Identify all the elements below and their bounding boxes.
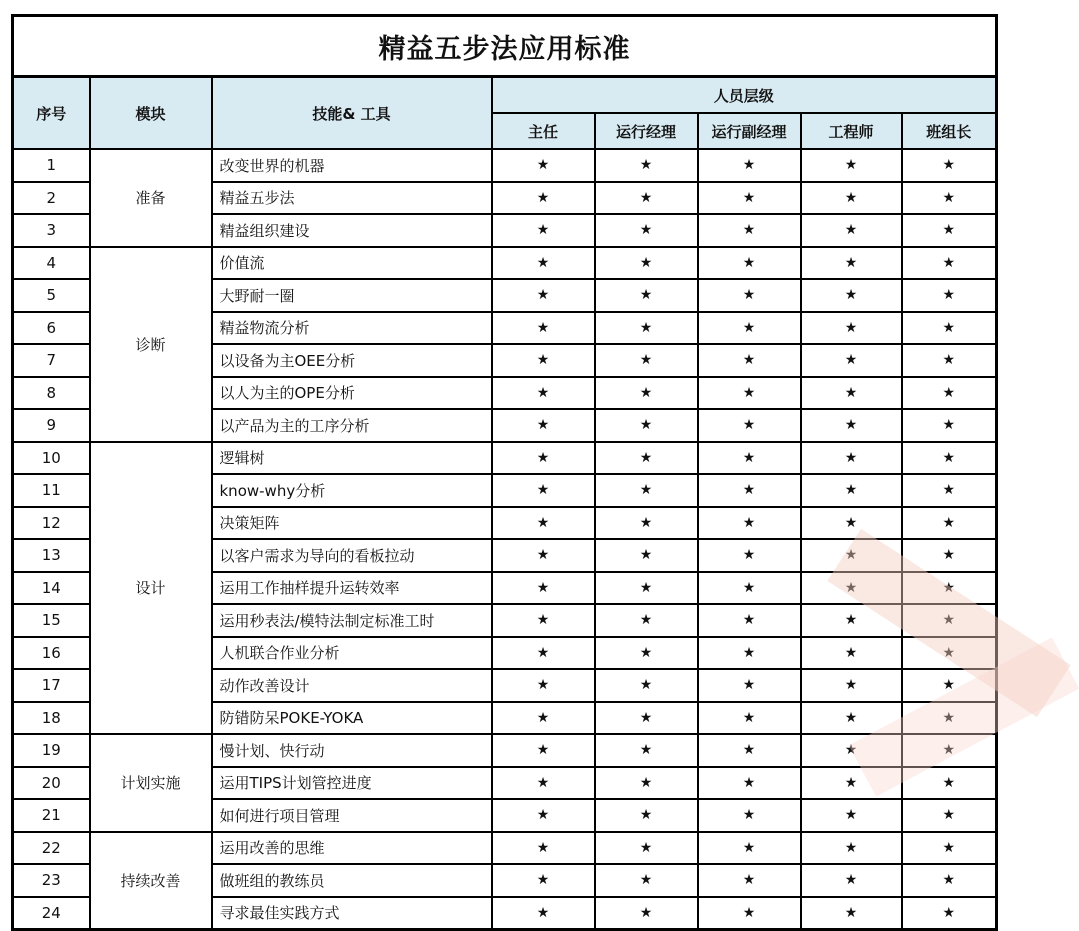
row-index-cell: 12 — [13, 507, 90, 540]
skill-cell: 寻求最佳实践方式 — [212, 897, 492, 930]
lean-standard-table — [11, 14, 998, 931]
star-cell: ★ — [902, 247, 997, 280]
star-cell: ★ — [902, 377, 997, 410]
star-cell: ★ — [492, 474, 595, 507]
star-cell: ★ — [801, 182, 902, 215]
star-cell: ★ — [801, 344, 902, 377]
star-cell: ★ — [595, 604, 698, 637]
row-index-cell: 17 — [13, 669, 90, 702]
star-cell: ★ — [492, 734, 595, 767]
star-cell: ★ — [595, 734, 698, 767]
star-cell: ★ — [698, 572, 801, 605]
row-index-cell: 11 — [13, 474, 90, 507]
table-row — [13, 149, 997, 182]
star-cell: ★ — [801, 864, 902, 897]
star-cell: ★ — [595, 344, 698, 377]
skill-cell: 逻辑树 — [212, 442, 492, 475]
skill-cell: 大野耐一圈 — [212, 279, 492, 312]
star-cell: ★ — [698, 474, 801, 507]
star-cell: ★ — [492, 247, 595, 280]
star-cell: ★ — [902, 669, 997, 702]
table-row — [13, 832, 997, 865]
star-cell: ★ — [902, 149, 997, 182]
star-cell: ★ — [595, 149, 698, 182]
row-index-cell: 21 — [13, 799, 90, 832]
star-cell: ★ — [902, 409, 997, 442]
star-cell: ★ — [595, 214, 698, 247]
star-cell: ★ — [902, 312, 997, 345]
star-cell: ★ — [801, 637, 902, 670]
star-cell: ★ — [492, 279, 595, 312]
skill-cell: 防错防呆POKE-YOKA — [212, 702, 492, 735]
star-cell: ★ — [595, 312, 698, 345]
star-cell: ★ — [698, 702, 801, 735]
star-cell: ★ — [492, 637, 595, 670]
header-row-top — [13, 77, 997, 114]
star-cell: ★ — [698, 832, 801, 865]
star-cell: ★ — [801, 832, 902, 865]
star-cell: ★ — [698, 734, 801, 767]
skill-cell: 精益五步法 — [212, 182, 492, 215]
row-index-cell: 16 — [13, 637, 90, 670]
star-cell: ★ — [801, 507, 902, 540]
star-cell: ★ — [902, 897, 997, 930]
module-cell: 诊断 — [90, 247, 212, 442]
star-cell: ★ — [698, 864, 801, 897]
row-index-cell: 8 — [13, 377, 90, 410]
skill-cell: 运用改善的思维 — [212, 832, 492, 865]
skill-cell: 改变世界的机器 — [212, 149, 492, 182]
star-cell: ★ — [902, 442, 997, 475]
col-header-level-3: 工程师 — [801, 113, 902, 149]
star-cell: ★ — [595, 182, 698, 215]
star-cell: ★ — [595, 507, 698, 540]
star-cell: ★ — [902, 702, 997, 735]
star-cell: ★ — [902, 214, 997, 247]
star-cell: ★ — [492, 312, 595, 345]
star-cell: ★ — [595, 247, 698, 280]
star-cell: ★ — [801, 799, 902, 832]
star-cell: ★ — [801, 767, 902, 800]
star-cell: ★ — [801, 702, 902, 735]
col-header-index: 序号 — [13, 77, 90, 150]
module-cell: 设计 — [90, 442, 212, 735]
skill-cell: 以产品为主的工序分析 — [212, 409, 492, 442]
star-cell: ★ — [492, 442, 595, 475]
star-cell: ★ — [902, 344, 997, 377]
star-cell: ★ — [595, 767, 698, 800]
star-cell: ★ — [902, 799, 997, 832]
star-cell: ★ — [595, 442, 698, 475]
star-cell: ★ — [902, 507, 997, 540]
col-header-personnel-group: 人员层级 — [492, 77, 997, 114]
row-index-cell: 24 — [13, 897, 90, 930]
col-header-level-1: 运行经理 — [595, 113, 698, 149]
skill-cell: 以设备为主OEE分析 — [212, 344, 492, 377]
star-cell: ★ — [801, 377, 902, 410]
star-cell: ★ — [902, 279, 997, 312]
star-cell: ★ — [595, 377, 698, 410]
star-cell: ★ — [595, 572, 698, 605]
skill-cell: 精益组织建设 — [212, 214, 492, 247]
skill-cell: 慢计划、快行动 — [212, 734, 492, 767]
star-cell: ★ — [492, 897, 595, 930]
col-header-level-4: 班组长 — [902, 113, 997, 149]
star-cell: ★ — [698, 377, 801, 410]
row-index-cell: 22 — [13, 832, 90, 865]
row-index-cell: 3 — [13, 214, 90, 247]
star-cell: ★ — [801, 669, 902, 702]
star-cell: ★ — [698, 442, 801, 475]
star-cell: ★ — [801, 247, 902, 280]
skill-cell: 运用秒表法/模特法制定标准工时 — [212, 604, 492, 637]
star-cell: ★ — [698, 409, 801, 442]
skill-cell: 运用TIPS计划管控进度 — [212, 767, 492, 800]
star-cell: ★ — [492, 149, 595, 182]
skill-cell: 做班组的教练员 — [212, 864, 492, 897]
row-index-cell: 19 — [13, 734, 90, 767]
title-row — [13, 16, 997, 77]
star-cell: ★ — [801, 214, 902, 247]
star-cell: ★ — [492, 539, 595, 572]
star-cell: ★ — [801, 572, 902, 605]
star-cell: ★ — [698, 507, 801, 540]
star-cell: ★ — [902, 474, 997, 507]
star-cell: ★ — [492, 572, 595, 605]
star-cell: ★ — [801, 149, 902, 182]
star-cell: ★ — [492, 377, 595, 410]
star-cell: ★ — [595, 897, 698, 930]
star-cell: ★ — [902, 832, 997, 865]
star-cell: ★ — [902, 734, 997, 767]
star-cell: ★ — [801, 474, 902, 507]
row-index-cell: 13 — [13, 539, 90, 572]
table-row — [13, 247, 997, 280]
star-cell: ★ — [595, 474, 698, 507]
star-cell: ★ — [698, 604, 801, 637]
star-cell: ★ — [595, 279, 698, 312]
row-index-cell: 5 — [13, 279, 90, 312]
module-cell: 持续改善 — [90, 832, 212, 930]
star-cell: ★ — [698, 539, 801, 572]
star-cell: ★ — [595, 409, 698, 442]
star-cell: ★ — [902, 182, 997, 215]
star-cell: ★ — [801, 604, 902, 637]
star-cell: ★ — [595, 702, 698, 735]
star-cell: ★ — [492, 409, 595, 442]
skill-cell: 决策矩阵 — [212, 507, 492, 540]
star-cell: ★ — [595, 799, 698, 832]
star-cell: ★ — [902, 637, 997, 670]
col-header-skill: 技能& 工具 — [212, 77, 492, 150]
col-header-level-2: 运行副经理 — [698, 113, 801, 149]
row-index-cell: 2 — [13, 182, 90, 215]
star-cell: ★ — [801, 312, 902, 345]
skill-cell: 以客户需求为导向的看板拉动 — [212, 539, 492, 572]
star-cell: ★ — [698, 637, 801, 670]
row-index-cell: 20 — [13, 767, 90, 800]
star-cell: ★ — [698, 897, 801, 930]
skill-cell: 价值流 — [212, 247, 492, 280]
row-index-cell: 1 — [13, 149, 90, 182]
col-header-module: 模块 — [90, 77, 212, 150]
page-title: 精益五步法应用标准 — [13, 16, 997, 77]
row-index-cell: 23 — [13, 864, 90, 897]
row-index-cell: 7 — [13, 344, 90, 377]
skill-cell: 如何进行项目管理 — [212, 799, 492, 832]
col-header-level-0: 主任 — [492, 113, 595, 149]
skill-cell: know-why分析 — [212, 474, 492, 507]
star-cell: ★ — [698, 214, 801, 247]
star-cell: ★ — [698, 669, 801, 702]
star-cell: ★ — [698, 182, 801, 215]
star-cell: ★ — [902, 604, 997, 637]
skill-cell: 人机联合作业分析 — [212, 637, 492, 670]
star-cell: ★ — [902, 767, 997, 800]
module-cell: 准备 — [90, 149, 212, 247]
table-row — [13, 734, 997, 767]
star-cell: ★ — [801, 734, 902, 767]
star-cell: ★ — [492, 832, 595, 865]
star-cell: ★ — [595, 864, 698, 897]
skill-cell: 以人为主的OPE分析 — [212, 377, 492, 410]
skill-cell: 精益物流分析 — [212, 312, 492, 345]
star-cell: ★ — [492, 507, 595, 540]
star-cell: ★ — [492, 182, 595, 215]
star-cell: ★ — [902, 864, 997, 897]
row-index-cell: 10 — [13, 442, 90, 475]
star-cell: ★ — [698, 247, 801, 280]
star-cell: ★ — [801, 539, 902, 572]
row-index-cell: 9 — [13, 409, 90, 442]
star-cell: ★ — [801, 442, 902, 475]
star-cell: ★ — [801, 897, 902, 930]
star-cell: ★ — [595, 669, 698, 702]
star-cell: ★ — [902, 539, 997, 572]
star-cell: ★ — [698, 767, 801, 800]
star-cell: ★ — [492, 604, 595, 637]
star-cell: ★ — [492, 864, 595, 897]
star-cell: ★ — [698, 799, 801, 832]
star-cell: ★ — [801, 409, 902, 442]
table-row — [13, 442, 997, 475]
star-cell: ★ — [902, 572, 997, 605]
module-cell: 计划实施 — [90, 734, 212, 832]
star-cell: ★ — [595, 539, 698, 572]
star-cell: ★ — [492, 214, 595, 247]
star-cell: ★ — [595, 637, 698, 670]
row-index-cell: 18 — [13, 702, 90, 735]
row-index-cell: 14 — [13, 572, 90, 605]
star-cell: ★ — [698, 344, 801, 377]
star-cell: ★ — [492, 799, 595, 832]
star-cell: ★ — [698, 279, 801, 312]
star-cell: ★ — [801, 279, 902, 312]
star-cell: ★ — [492, 767, 595, 800]
skill-cell: 动作改善设计 — [212, 669, 492, 702]
star-cell: ★ — [698, 149, 801, 182]
star-cell: ★ — [492, 669, 595, 702]
star-cell: ★ — [492, 344, 595, 377]
skill-cell: 运用工作抽样提升运转效率 — [212, 572, 492, 605]
row-index-cell: 6 — [13, 312, 90, 345]
star-cell: ★ — [595, 832, 698, 865]
row-index-cell: 15 — [13, 604, 90, 637]
row-index-cell: 4 — [13, 247, 90, 280]
star-cell: ★ — [698, 312, 801, 345]
star-cell: ★ — [492, 702, 595, 735]
